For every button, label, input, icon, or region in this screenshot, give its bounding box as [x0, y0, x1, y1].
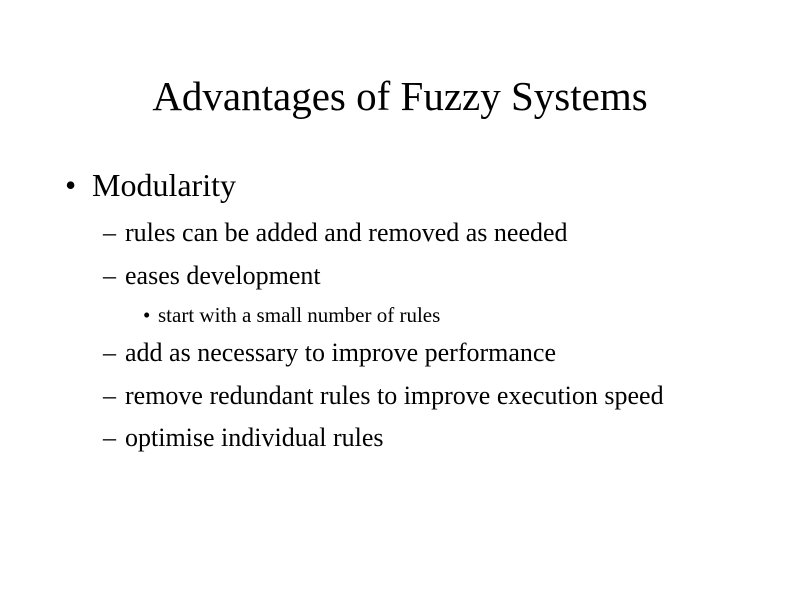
bullet-item: [103, 380, 664, 412]
bullet-text: add as necessary to improve performance: [125, 338, 556, 367]
dash-level2-icon: –: [103, 423, 116, 452]
bullet-level3-icon: •: [143, 303, 151, 327]
bullet-text: remove redundant rules to improve execution speed: [125, 381, 664, 410]
bullet-item: [143, 302, 440, 328]
bullet-level1-icon: •: [65, 167, 77, 203]
slide-title: Advantages of Fuzzy Systems: [152, 73, 648, 119]
bullet-text: Modularity: [92, 167, 236, 203]
bullet-item: [103, 217, 568, 249]
dash-level2-icon: –: [103, 338, 116, 367]
bullet-item: [103, 337, 556, 369]
bullet-text: optimise individual rules: [125, 423, 384, 452]
bullet-item: [103, 422, 384, 454]
bullet-text: eases development: [125, 261, 321, 290]
bullet-item: [103, 260, 321, 292]
bullet-item: [65, 166, 236, 204]
dash-level2-icon: –: [103, 381, 116, 410]
dash-level2-icon: –: [103, 261, 116, 290]
bullet-text: rules can be added and removed as needed: [125, 218, 568, 247]
bullet-text: start with a small number of rules: [158, 303, 441, 327]
dash-level2-icon: –: [103, 218, 116, 247]
